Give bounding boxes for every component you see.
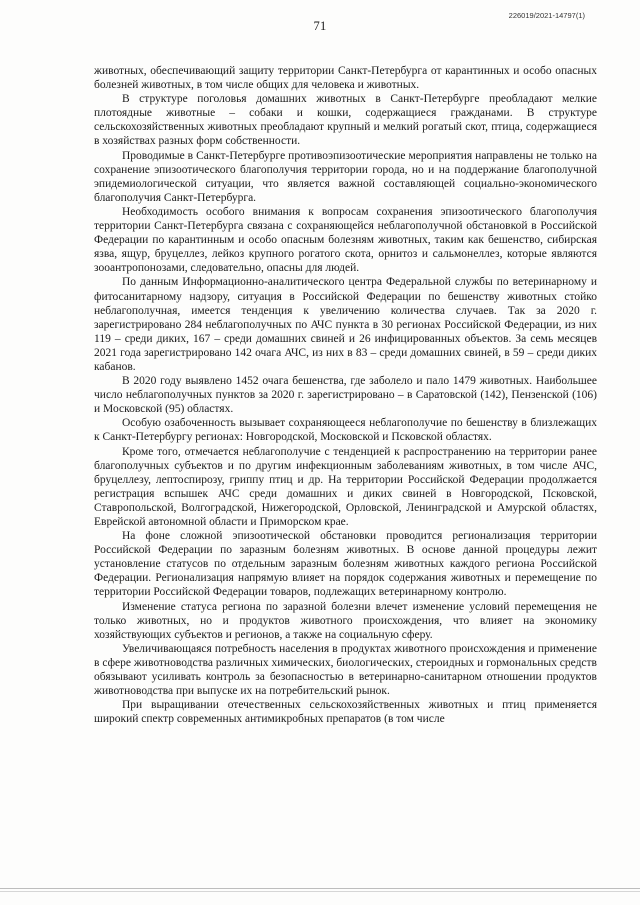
paragraph: Изменение статуса региона по заразной болезни влечет изменение условий перемещения не только животных, но и продуктов животного происхождения, что влияет на экономику хозяйствующих субъектов и регионов, а также на социальную сферу. [94,600,597,641]
paragraph: Особую озабоченность вызывает сохраняющееся неблагополучие по бешенству в близлежащих к Санкт-Петербургу регионах: Новгородской, Московской и Псковской областях. [94,417,597,444]
document-registration-number: 226019/2021-14797(1) [508,11,585,20]
scan-edge-line [0,888,640,889]
paragraph: В 2020 году выявлено 1452 очага бешенства, где заболело и пало 1479 животных. Наибольшее число неблагополучных пунктов за 2020 г. зарегистрировано – в Саратовской (142), Пензенской (106) и Московской (95) областях. [94,375,597,416]
paragraph: На фоне сложной эпизоотической обстановки проводится регионализация территории Российской Федерации по заразным болезням животных. В основе данной процедуры лежит установление статусов по отдельным заразным болезням животных каждого региона Российской Федерации. Регионализация напрямую влияет на порядок содержания животных и перемещение по территории Российской Федерации товаров, подлежащих ветеринарному контролю. [94,530,597,599]
document-body [94,64,597,726]
scan-edge-line [0,891,640,892]
page-number: 71 [313,19,327,33]
paragraph: Кроме того, отмечается неблагополучие с тенденцией к распространению на территории ранее благополучных субъектов и по другим инфекционным заболеваниям животных, в том числе АЧС, бруцеллезу, лептоспирозу, гриппу птиц и др. На территории Российской Федерации продолжается регистрация вспышек АЧС среди домашних и диких свиней в Новгородской, Псковской, Ставропольской, Волгоградской, Нижегородской, Орловской, Ленинградской и Амурской областях, Еврейской автономной области и Приморском крае. [94,445,597,528]
paragraph: В структуре поголовья домашних животных в Санкт-Петербурге преобладают мелкие плотоядные животные – собаки и кошки, содержащиеся гражданами. В структуре сельскохозяйственных животных преобладают крупный и мелкий рогатый скот, птица, содержащиеся в хозяйствах разных форм собственности. [94,93,597,148]
paragraph: Необходимость особого внимания к вопросам сохранения эпизоотического благополучия территории Санкт-Петербурга связана с сохраняющейся неблагополучной обстановкой в Российской Федерации по карантинным и особо опасным болезням животных, таким как бешенство, сибирская язва, ящур, бруцеллез, лейкоз крупного рогатого скота, орнитоз и сальмонеллез, которые являются зооантропонозами, следовательно, опасны для людей. [94,205,597,275]
paragraph: По данным Информационно-аналитического центра Федеральной службы по ветеринарному и фитосанитарному надзору, ситуация в Российской Федерации по бешенству животных стойко неблагополучная, имеется тенденция к увеличению количества случаев. Так за 2020 г. зарегистрировано 284 неблагополучных по АЧС пункта в 30 регионах Российской Федерации, из них 119 – среди диких, 167 – среди домашних свиней и 26 инфицированных объектов. За семь месяцев 2021 года зарегистрировано 142 очага АЧС, из них в 83 – среди домашних свиней, в 59 – среди диких кабанов. [94,276,597,373]
paragraph: Увеличивающаяся потребность населения в продуктах животного происхождения и применение в сфере животноводства различных химических, биологических, стероидных и гормональных средств обязывают усиливать контроль за безопасностью в ветеринарно-санитарном отношении продуктов животноводства при выпуске их на потребительский рынок. [94,642,597,698]
paragraph: животных, обеспечивающий защиту территории Санкт-Петербурга от карантинных и особо опасных болезней животных, в том числе общих для человека и животных. [94,65,597,92]
paragraph: Проводимые в Санкт-Петербурге противоэпизоотические мероприятия направлены не только на сохранение эпизоотического благополучия территории города, но и на поддержание благополучной эпидемиологической ситуации, что является важной составляющей социально-экономического благополучия Санкт-Петербурга. [94,149,597,204]
paragraph: При выращивании отечественных сельскохозяйственных животных и птиц применяется широкий спектр современных антимикробных препаратов (в том числе [94,699,597,726]
